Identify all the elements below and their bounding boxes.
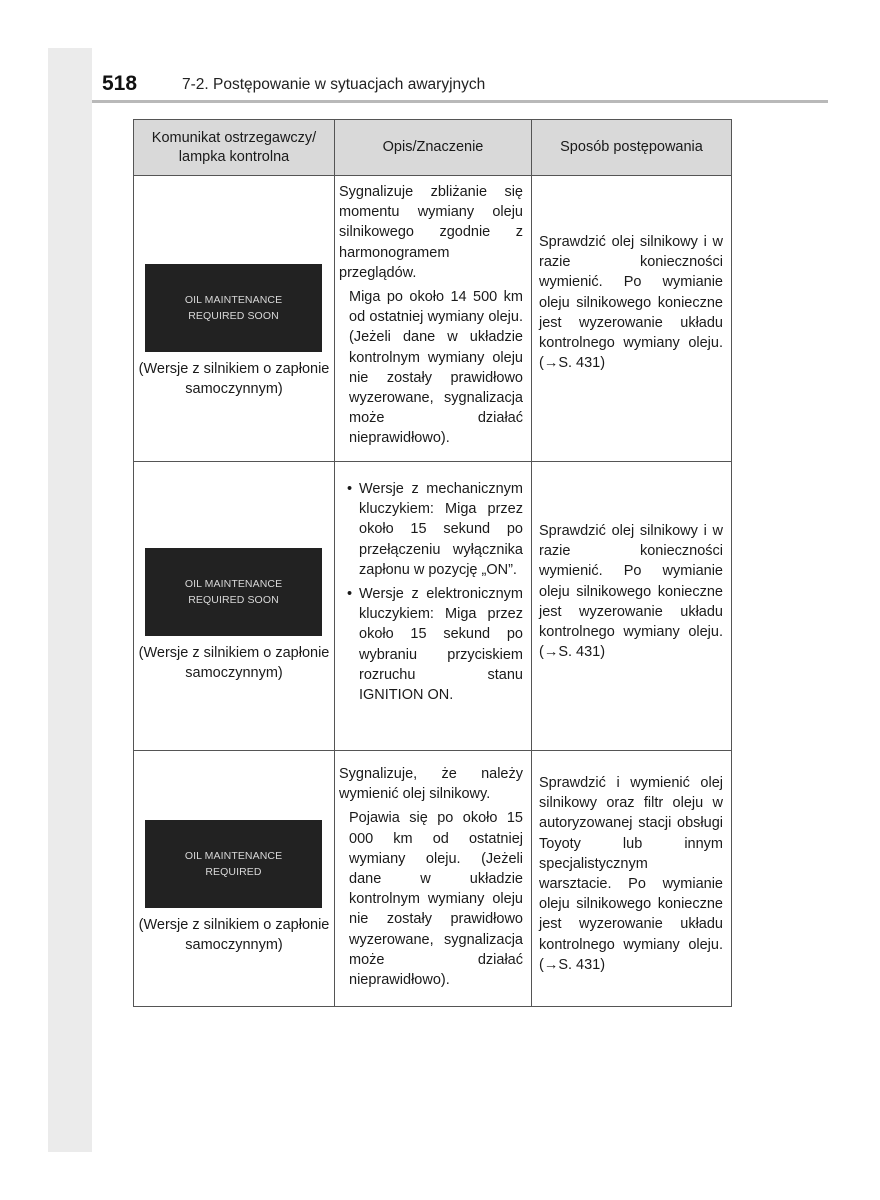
- page-header: [92, 70, 828, 100]
- display-line: REQUIRED SOON: [188, 594, 279, 606]
- description-list: [339, 479, 523, 705]
- warning-cell: [134, 462, 334, 750]
- warning-cell: [134, 751, 334, 1006]
- version-caption: (Wersje z silnikiem o zapłonie samoczynnym): [138, 645, 330, 681]
- header-description: Opis/Znaczenie: [382, 139, 484, 155]
- list-item: • Wersje z mechanicznym kluczykiem: Miga przez około 15 sekund po przełączeniu wyłącznika zapłonu w pozycję „ON”.: [339, 479, 523, 580]
- oil-maintenance-display: [145, 548, 322, 636]
- description-cell: [339, 182, 523, 449]
- list-item: • Wersje z elektronicznym kluczykiem: Miga przez około 15 sekund po wybraniu przyciskiem rozruchu stanu IGNITION ON.: [339, 584, 523, 705]
- display-line: REQUIRED: [205, 866, 262, 878]
- action-cell: Sprawdzić i wymienić olej silnikowy oraz filtr oleju w autoryzowanej stacji obsługi Toyoty lub innym specjalistycznym warsztacie. Po wymianie oleju silnikowego konieczne jest wyzerowanie układu kontrolnego wymiany oleju. (→S. 431): [539, 775, 723, 973]
- display-line: REQUIRED SOON: [188, 310, 279, 322]
- warning-table: [133, 119, 732, 1007]
- display-line: OIL MAINTENANCE: [184, 850, 283, 862]
- table-row: [134, 176, 731, 461]
- version-caption: (Wersje z silnikiem o zapłonie samoczynnym): [138, 361, 330, 397]
- warning-cell: [134, 176, 334, 461]
- description-lead: Sygnalizuje zbliżanie się momentu wymiany oleju silnikowego zgodnie z harmonogramem przeglądów.: [339, 184, 523, 281]
- table-header: [134, 120, 731, 175]
- side-strip: [48, 48, 92, 1152]
- display-line: OIL MAINTENANCE: [184, 578, 283, 590]
- section-title: 7-2. Postępowanie w sytuacjach awaryjnych: [182, 76, 486, 93]
- description-detail: Miga po około 14 500 km od ostatniej wymiany oleju. (Jeżeli dane w układzie kontrolnym wymiany oleju nie zostały prawidłowo wyzerowane, sygnalizacja może działać nieprawidłowo).: [349, 289, 523, 447]
- oil-maintenance-display: [145, 820, 322, 908]
- description-lead: Sygnalizuje, że należy wymienić olej silnikowy.: [339, 766, 523, 803]
- header-rule: [92, 100, 828, 103]
- oil-maintenance-display: [145, 264, 322, 352]
- description-cell: [339, 479, 523, 705]
- display-line: OIL MAINTENANCE: [184, 294, 283, 306]
- description-detail: Pojawia się po około 15 000 km od ostatniej wymiany oleju. (Jeżeli dane w układzie kontrolnym wymiany oleju nie zostały prawidłowo wyzerowane, sygnalizacja może działać nieprawidłowo).: [349, 810, 523, 989]
- page-number: 518: [102, 72, 138, 95]
- version-caption: (Wersje z silnikiem o zapłonie samoczynnym): [138, 917, 330, 953]
- action-cell: Sprawdzić olej silnikowy i w razie konieczności wymienić. Po wymianie oleju silnikowego konieczne jest wyzerowanie układu kontrolnego wymiany oleju. (→S. 431): [539, 523, 723, 661]
- header-warning-message: Komunikat ostrzegawczy/ lampka kontrolna: [151, 129, 317, 165]
- table-row: [134, 751, 731, 1006]
- action-cell: Sprawdzić olej silnikowy i w razie konieczności wymienić. Po wymianie oleju silnikowego konieczne jest wyzerowanie układu kontrolnego wymiany oleju. (→S. 431): [539, 234, 723, 372]
- header-action: Sposób postępowania: [560, 139, 703, 155]
- description-cell: [339, 764, 523, 990]
- table-row: [134, 462, 731, 750]
